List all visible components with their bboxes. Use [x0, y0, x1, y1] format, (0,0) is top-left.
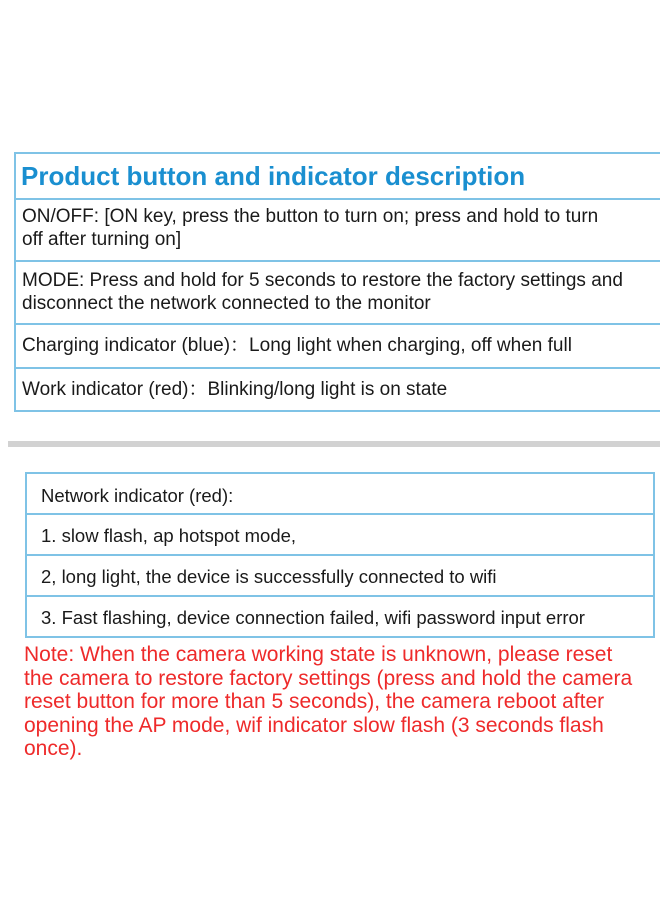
- network-indicator-header: Network indicator (red):: [27, 474, 653, 515]
- product-description-table: [14, 152, 660, 412]
- charging-indicator-description: Charging indicator (blue)：Long light when charging, off when full: [16, 325, 660, 369]
- section-divider: [8, 441, 660, 447]
- mode-description: MODE: Press and hold for 5 seconds to restore the factory settings and disconnect the network connected to the monitor: [16, 262, 660, 325]
- network-slow-flash-row: 1. slow flash, ap hotspot mode,: [27, 515, 653, 556]
- work-indicator-description: Work indicator (red)：Blinking/long light is on state: [16, 369, 660, 412]
- reset-note: Note: When the camera working state is unknown, please reset the camera to restore factory settings (press and hold the camera reset button for more than 5 seconds), the camera reboot after opening the AP mode, wif indicator slow flash (3 seconds flash once).: [24, 643, 633, 760]
- network-fast-flash-row: 3. Fast flashing, device connection failed, wifi password input error: [41, 607, 585, 628]
- on-off-description: ON/OFF: [ON key, press the button to turn on; press and hold to turn off after turning on]: [16, 200, 660, 262]
- network-long-light-row: 2, long light, the device is successfully connected to wifi: [27, 556, 653, 597]
- product-description-title: Product button and indicator description: [16, 154, 660, 200]
- network-indicator-table: [25, 472, 655, 638]
